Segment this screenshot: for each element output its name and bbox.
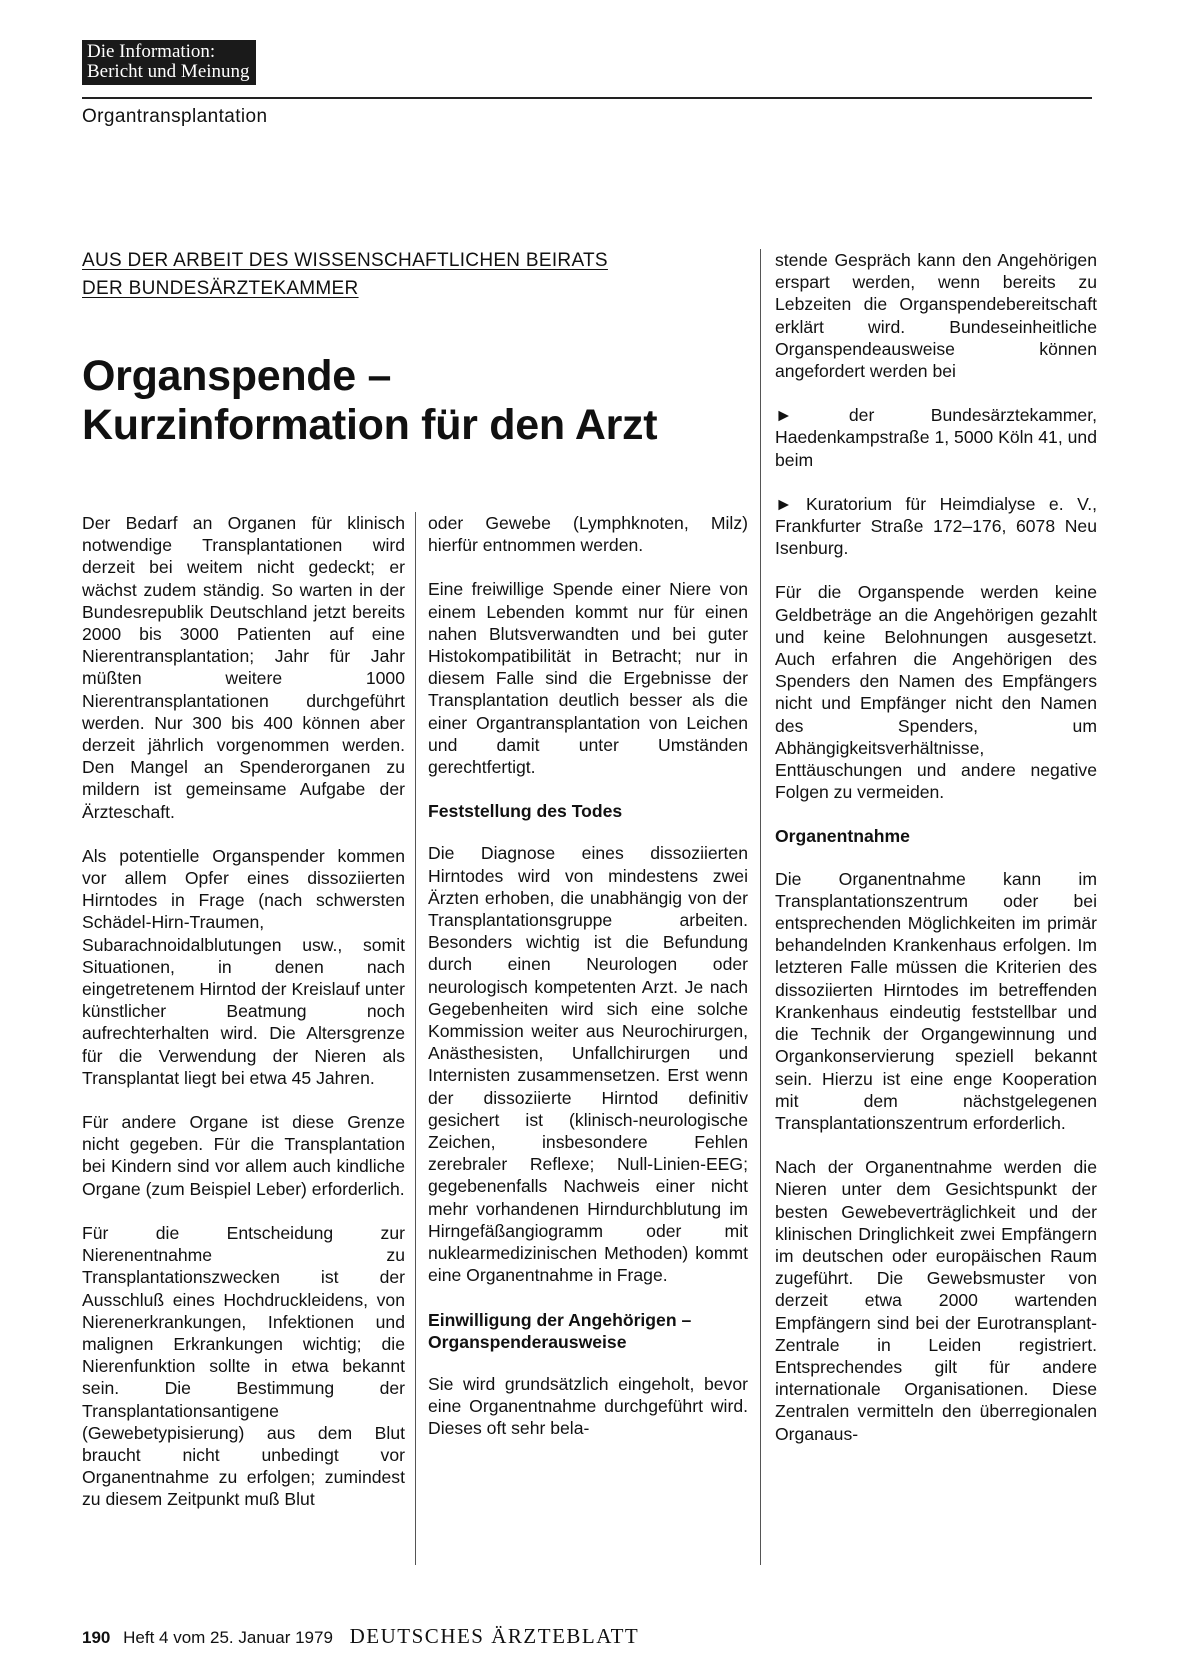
column-divider-1 [415,512,416,1565]
address-item [775,493,1097,560]
paragraph: Eine freiwillige Spende einer Niere von einem Lebenden kommt nur für einen nahen Blutsverwandten und bei guter Histokompatibilität in Betracht; nur in diesem Falle sind die Ergebnisse der Transplantation deutlich besser als die einer Organtransplantation von Leichen und damit unter Umständen gerechtfertigt. [428,579,748,778]
kicker-line-2: DER BUNDESÄRZTEKAMMER [82,278,359,299]
paragraph: Die Diagnose eines dissoziierten Hirntodes wird von mindestens zwei Ärzten erhoben, die unabhängig von der Transplantationsgruppe arbeiten. Besonders wichtig ist die Befundung durch einen Neurologen oder neurologisch kompetenten Arzt. Je nach Gegebenheiten wird sich eine solche Kommission weiter aus Neurochirurgen, Anästhesisten, Unfallchirurgen und Internisten zusammensetzen. Erst wenn der dissoziierte Hirntod definitiv gesichert ist (klinisch-neurologische Zeichen, insbesondere Fehlen zerebraler Reflexe; Null-Linien-EEG; gegebenenfalls Nachweis einer nicht mehr vorhandenen Hirndurchblutung im Hirngefäßangiogramm oder mit nuklearmedizinischen Methoden) kommt eine Organentnahme in Frage. [428,843,748,1286]
article-kicker [82,247,702,303]
title-line-2: Kurzinformation für den Arzt [82,401,658,449]
subheading-consent-line-1: Einwilligung der Angehörigen – [428,1309,692,1330]
paragraph: Für die Entscheidung zur Nierenentnahme zu Transplantationszwecken ist der Ausschluß eines Hochdruckleidens, von Nierenerkrankungen, Infektionen und malignen Erkrankungen wichtig; die Nierenfunktion sollte in etwa bekannt sein. Die Bestimmung der Transplantationsantigene (Gewebetypisierung) aus dem Blut braucht nicht unbedingt vor Organentnahme zu erfolgen; zumindest zu diesem Zeitpunkt muß Blut [82,1222,405,1510]
title-line-1: Organspende – [82,352,392,400]
article-title [82,352,742,450]
badge-line-1: Die Information: [87,41,216,62]
paragraph: Sie wird grundsätzlich eingeholt, bevor eine Organentnahme durchgeführt wird. Dieses oft sehr bela- [428,1373,748,1439]
paragraph: stende Gespräch kann den Angehörigen erspart werden, wenn bereits zu Lebzeiten die Organspendebereitschaft erklärt wird. Bundeseinheitliche Organspendeausweise können angefordert werden bei [775,250,1097,382]
paragraph: Als potentielle Organspender kommen vor allem Opfer eines dissoziierten Hirntodes in Frage (nach schwersten Schädel-Hirn-Traumen, Subarachnoidalblutungen usw., somit Situationen, in denen nach eingetretenem Hirntod der Kreislauf unter künstlicher Beatmung noch aufrechterhalten wird. Die Altersgrenze für die Verwendung der Nieren als Transplantat liegt bei etwa 45 Jahren. [82,845,405,1088]
subheading-consent [428,1309,748,1353]
text-column-1 [82,512,405,1533]
paragraph: Für die Organspende werden keine Geldbeträge an die Angehörigen gezahlt und keine Belohnungen ausgesetzt. Auch erfahren die Angehörigen des Spenders den Namen des Empfängers nicht und Empfänger nicht den Namen des Spenders, um Abhängigkeitsverhältnisse, Enttäuschungen und andere negative Folgen zu vermeiden. [775,582,1097,803]
arrow-bullet-icon: ► [775,493,793,514]
page-number: 190 [82,1628,111,1647]
address-text: der Bundesärztekammer, Haedenkampstraße 1, 5000 Köln 41, und beim [775,405,1097,470]
text-column-3 [775,249,1097,1467]
subheading-death-determination: Feststellung des Todes [428,801,623,822]
badge-line-2: Bericht und Meinung [87,61,250,82]
text-column-2 [428,512,748,1462]
header-rule [82,97,1092,99]
magazine-name: DEUTSCHES ÄRZTEBLATT [349,1624,640,1648]
paragraph: Die Organentnahme kann im Transplantationszentrum oder bei entsprechenden Möglichkeiten im primär behandelnden Krankenhaus erfolgen. Im letzteren Falle müssen die Kriterien des dissoziierten Hirntodes im betreffenden Krankenhaus eindeutig feststellbar und die Technik der Organgewinnung und Organkonservierung speziell bekannt sein. Hierzu ist eine enge Kooperation mit dem nächstgelegenen Transplantationszentrum erforderlich. [775,868,1097,1133]
issue-info: Heft 4 vom 25. Januar 1979 [123,1628,333,1647]
arrow-bullet-icon: ► [775,405,793,426]
page-footer [82,1624,639,1649]
column-divider-2 [760,249,761,1565]
paragraph: Der Bedarf an Organen für klinisch notwendige Transplantationen wird derzeit bei weitem nicht gedeckt; er wächst zudem ständig. So warten in der Bundesrepublik Deutschland jetzt bereits 2000 bis 3000 Patienten auf eine Nierentransplantation; Jahr für Jahr müßten weitere 1000 Nierentransplantationen durchgeführt werden. Nur 300 bis 400 können aber derzeit jährlich vorgenommen werden. Den Mangel an Spenderorganen zu mildern ist gemeinsame Aufgabe der Ärzteschaft. [82,513,405,822]
section-label: Organtransplantation [82,106,268,127]
category-badge [82,40,256,85]
address-item [775,404,1097,471]
paragraph: Nach der Organentnahme werden die Nieren unter dem Gesichtspunkt der besten Gewebeverträglichkeit und der klinischen Dringlichkeit zwei Empfängern im deutschen oder europäischen Raum zugeführt. Die Gewebsmuster von derzeit etwa 2000 wartenden Empfängern sind bei der Eurotransplant-Zentrale in Leiden registriert. Entsprechendes gilt für andere internationale Organisationen. Diese Zentralen vermitteln den überregionalen Organaus- [775,1157,1097,1444]
kicker-line-1: AUS DER ARBEIT DES WISSENSCHAFTLICHEN BEIRATS [82,250,608,271]
paragraph: Für andere Organe ist diese Grenze nicht gegeben. Für die Transplantation bei Kindern sind vor allem auch kindliche Organe (zum Beispiel Leber) erforderlich. [82,1112,405,1199]
address-text: Kuratorium für Heimdialyse e. V., Frankfurter Straße 172–176, 6078 Neu Isenburg. [775,493,1097,559]
paragraph: oder Gewebe (Lymphknoten, Milz) hierfür entnommen werden. [428,513,748,556]
subheading-organ-removal: Organentnahme [775,826,910,847]
subheading-consent-line-2: Organspenderausweise [428,1331,627,1352]
